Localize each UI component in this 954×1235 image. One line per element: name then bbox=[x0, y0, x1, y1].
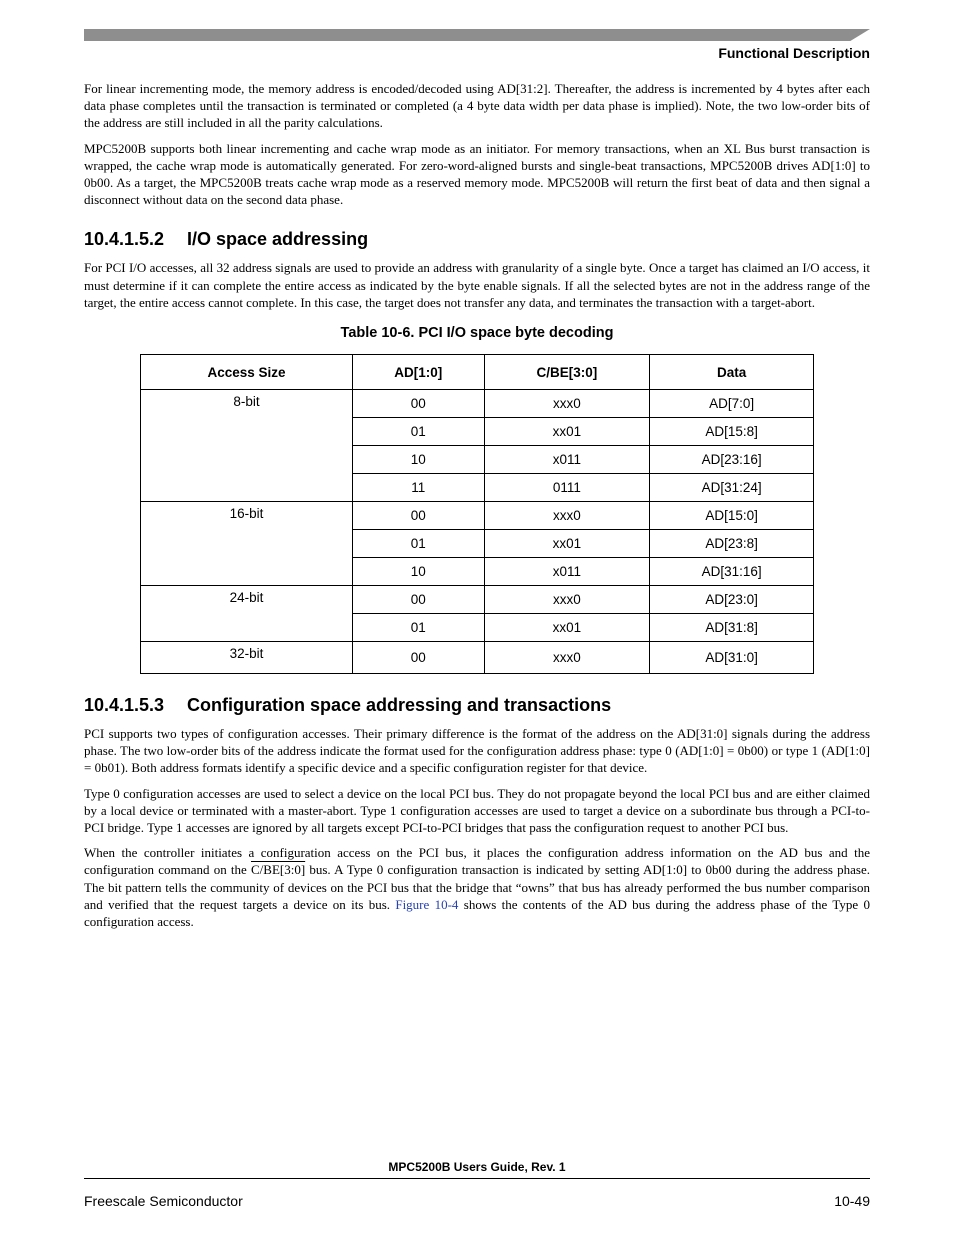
data-cell: AD[7:0] bbox=[650, 390, 814, 418]
text-run: shows the contents of the AD bus during the address phase of the Type 0 configuration access. bbox=[84, 896, 870, 930]
data-cell: AD[15:8] bbox=[650, 418, 814, 446]
data-cell: AD[23:0] bbox=[650, 586, 814, 614]
section-title: Configuration space addressing and transactions bbox=[187, 695, 612, 716]
page-content bbox=[84, 80, 870, 938]
section-heading-config bbox=[84, 694, 870, 716]
header-access-size: Access Size bbox=[141, 355, 353, 390]
cbe-cell: xxx0 bbox=[484, 502, 650, 530]
cbe-cell: xxx0 bbox=[484, 390, 650, 418]
header-data: Data bbox=[650, 355, 814, 390]
figure-link[interactable]: Figure 10-4 bbox=[395, 896, 459, 912]
cbe-cell: xxx0 bbox=[484, 642, 650, 674]
cbe-cell: x011 bbox=[484, 558, 650, 586]
ad-cell: 01 bbox=[353, 530, 484, 558]
io-paragraph: For PCI I/O accesses, all 32 address signals are used to provide an address with granularity of a single byte. Once a target has claimed an I/O access, it must determine if it can complete the entire access as indicated by the byte enable signals. If all the selected bytes are not in the address range of the target, the entire access cannot complete. In this case, the target does not transfer any data, and terminates the transaction with a target-abort. bbox=[84, 260, 870, 310]
cbe-cell: xx01 bbox=[484, 530, 650, 558]
config-paragraph-1: PCI supports two types of configuration accesses. Their primary difference is the format of the address on the AD[31:0] signals during the address phase. The two low-order bits of the address indicate the format used for the configuration address phase: type 0 (AD[1:0] = 0b00) or type 1 (AD[1:0] = 0b01). Both address formats identify a specific device and a specific configuration register for that device. bbox=[84, 726, 870, 776]
cbe-cell: xxx0 bbox=[484, 586, 650, 614]
data-cell: AD[31:16] bbox=[650, 558, 814, 586]
page-number: 10-49 bbox=[834, 1193, 870, 1209]
table-row bbox=[141, 586, 814, 614]
header-bar bbox=[84, 29, 870, 41]
section-heading-io bbox=[84, 228, 870, 250]
data-cell: AD[31:8] bbox=[650, 614, 814, 642]
section-title: I/O space addressing bbox=[187, 229, 369, 250]
data-cell: AD[31:0] bbox=[650, 642, 814, 674]
cbe-cell: xx01 bbox=[484, 614, 650, 642]
data-cell: AD[23:16] bbox=[650, 446, 814, 474]
access-size-cell: 32-bit bbox=[141, 642, 353, 674]
cbe-cell: xx01 bbox=[484, 418, 650, 446]
section-number: 10.4.1.5.2 bbox=[84, 229, 165, 250]
table-header-row bbox=[141, 355, 814, 390]
ad-cell: 01 bbox=[353, 614, 484, 642]
ad-cell: 01 bbox=[353, 418, 484, 446]
ad-cell: 00 bbox=[353, 390, 484, 418]
section-number: 10.4.1.5.3 bbox=[84, 695, 165, 716]
cbe-cell: 0111 bbox=[484, 474, 650, 502]
running-head: Functional Description bbox=[718, 45, 870, 61]
table-row bbox=[141, 502, 814, 530]
ad-cell: 10 bbox=[353, 558, 484, 586]
config-paragraph-3 bbox=[84, 844, 870, 930]
table-row bbox=[141, 642, 814, 674]
data-cell: AD[31:24] bbox=[650, 474, 814, 502]
data-cell: AD[23:8] bbox=[650, 530, 814, 558]
cbe-signal-name: C/BE[3:0] bbox=[250, 862, 306, 878]
access-size-cell: 8-bit bbox=[141, 390, 353, 502]
ad-cell: 10 bbox=[353, 446, 484, 474]
cbe-cell: x011 bbox=[484, 446, 650, 474]
config-paragraph-2: Type 0 configuration accesses are used to select a device on the local PCI bus. They do not propagate beyond the local PCI bus and are either claimed by a local device or terminated with a master-abort. Type 1 configuration accesses are used to target a device on a subordinate bus through a PCI-to-PCI bridge. Type 1 accesses are ignored by all targets except PCI-to-PCI bridges that pass the configuration request to another PCI bus. bbox=[84, 785, 870, 836]
table-title: Table 10-6. PCI I/O space byte decoding bbox=[340, 325, 614, 342]
access-size-cell: 24-bit bbox=[141, 586, 353, 642]
access-size-cell: 16-bit bbox=[141, 502, 353, 586]
ad-cell: 11 bbox=[353, 474, 484, 502]
header-ad: AD[1:0] bbox=[353, 355, 484, 390]
footer-rule bbox=[84, 1178, 870, 1179]
table-row bbox=[141, 390, 814, 418]
ad-cell: 00 bbox=[353, 502, 484, 530]
text-run: When the controller initiates a configuration access on the PCI bus, it places the configuration address information on the AD bus and the configuration command on the bbox=[84, 845, 870, 878]
intro-paragraph-2: MPC5200B supports both linear incrementing and cache wrap mode as an initiator. For memory transactions, when an XL Bus burst transaction is wrapped, the cache wrap mode is automatically generated. For zero-word-aligned bursts and single-beat transactions, MPC5200B drives AD[1:0] to 0b00. As a target, the MPC5200B treats cache wrap mode as a reserved memory mode. MPC5200B will return the first beat of data and then signal a disconnect without data on the second data phase. bbox=[84, 140, 870, 208]
header-cbe: C/BE[3:0] bbox=[484, 355, 650, 390]
intro-paragraph-1: For linear incrementing mode, the memory address is encoded/decoded using AD[31:2]. Thereafter, the address is incremented by 4 bytes after each data phase completes until the transaction is terminated or completed (a 4 byte data width per data phase is implied). Note, the two low-order bits of the address are still included in all the parity calculations. bbox=[84, 81, 870, 131]
ad-cell: 00 bbox=[353, 642, 484, 674]
footer-company: Freescale Semiconductor bbox=[84, 1193, 243, 1209]
data-cell: AD[15:0] bbox=[650, 502, 814, 530]
text-run: bus. A Type 0 configuration transaction is indicated by setting AD[1:0] to 0b00 during the address phase. The bit pattern tells the community of devices on the PCI bus that the bridge that “owns” that bus has already performed the bus number comparison and verified that the request targets a device on its bus. bbox=[84, 862, 871, 912]
ad-cell: 00 bbox=[353, 586, 484, 614]
footer-doc-title: MPC5200B Users Guide, Rev. 1 bbox=[388, 1160, 566, 1174]
byte-decoding-table bbox=[140, 354, 814, 674]
